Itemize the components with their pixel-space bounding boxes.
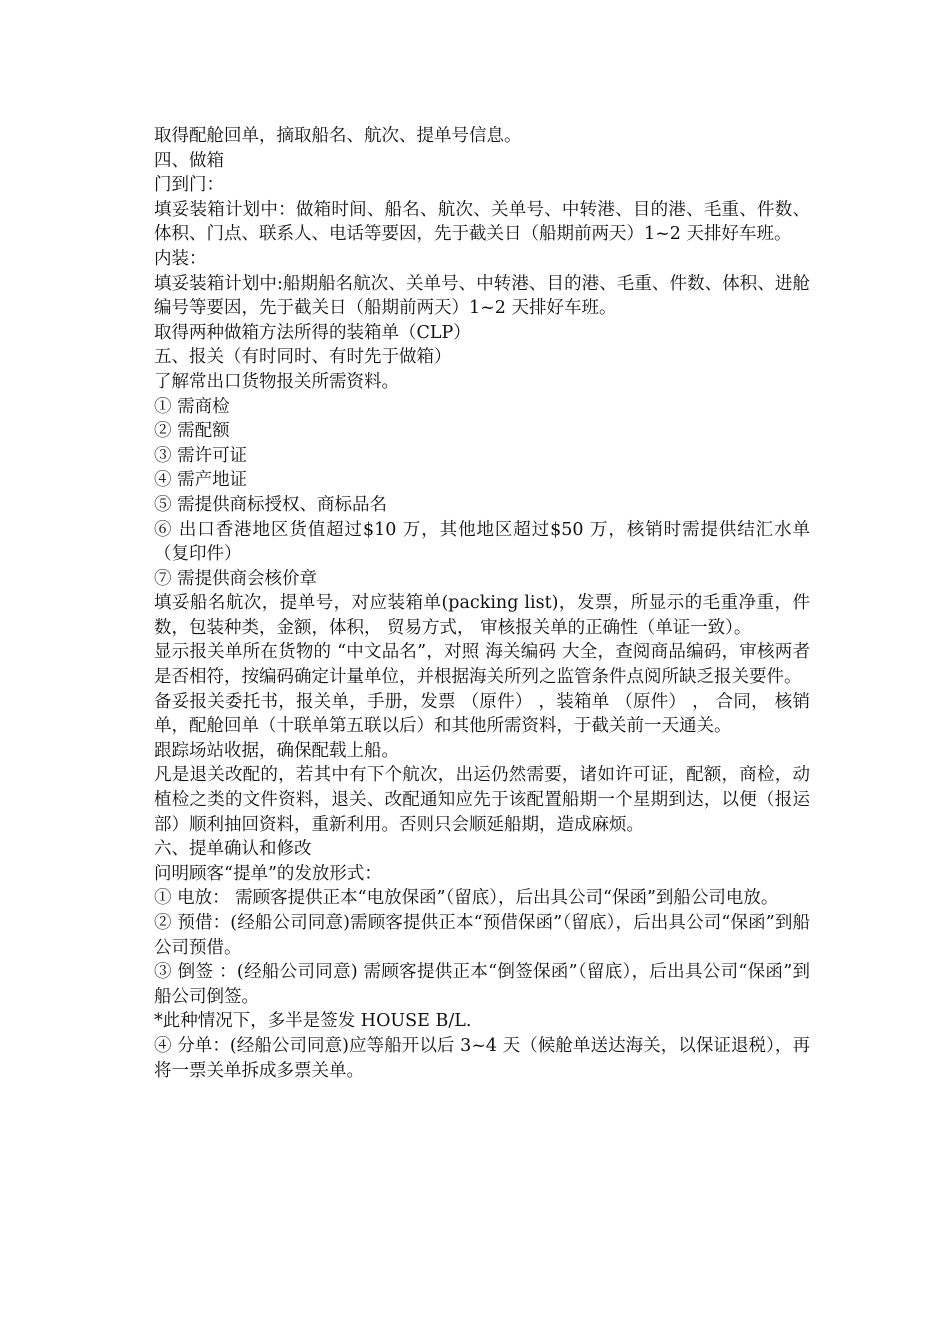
paragraph: 取得两种做箱方法所得的装箱单（CLP） [154, 322, 471, 343]
list-item: ⑦ 需提供商会核价章 [154, 568, 318, 589]
paragraph: 问明顾客“提单”的发放形式： [154, 863, 382, 884]
list-item: ② 需配额 [154, 421, 230, 442]
document-body [145, 124, 810, 1083]
list-item: ④ 分单：(经船公司同意)应等船开以后 3~4 天（候舱单送达海关，以保证退税），再将一票关单拆成多票关单。 [154, 1035, 810, 1081]
paragraph: 填妥船名航次，提单号，对应装箱单(packing list)，发票，所显示的毛重净重，件数，包装种类，金额，体积， 贸易方式， 审核报关单的正确性（单证一致）。 [154, 593, 810, 638]
list-item: ④ 需产地证 [154, 470, 248, 491]
paragraph: 填妥装箱计划中:船期船名航次、关单号、中转港、目的港、毛重、件数、体积、进舱编号等要因，先于截关日（船期前两天）1~2 天排好车班。 [154, 273, 810, 319]
paragraph: 取得配舱回单，摘取船名、航次、提单号信息。 [154, 126, 522, 146]
list-item: ⑥ 出口香港地区货值超过$10 万，其他地区超过$50 万，核销时需提供结汇水单（复印件） [154, 519, 810, 565]
list-item: ③ 需许可证 [154, 445, 248, 466]
subheading: 门到门： [154, 175, 224, 196]
list-item: ① 电放： 需顾客提供正本“电放保函”（留底），后出具公司“保函”到船公司电放。 [154, 888, 779, 909]
paragraph: 显示报关单所在货物的 “中文品名”，对照 海关编码 大全，查阅商品编码，审核两者是否相符，按编码确定计量单位，并根据海关所列之监管条件点阅所缺乏报关要件。 [154, 642, 810, 688]
paragraph: 跟踪场站收据，确保配载上船。 [154, 740, 399, 761]
paragraph: 备妥报关委托书，报关单，手册，发票 （原件） ，装箱单 （原件） ， 合同， 核销单，配舱回单（十联单第五联以后）和其他所需资料，于截关前一天通关。 [154, 691, 810, 737]
paragraph: 了解常出口货物报关所需资料。 [154, 371, 399, 392]
paragraph: 填妥装箱计划中：做箱时间、船名、航次、关单号、中转港、目的港、毛重、件数、体积、门点、联系人、电话等要因，先于截关日（船期前两天）1~2 天排好车班。 [154, 199, 810, 245]
section-heading-5: 五、报关（有时同时、有时先于做箱） [154, 347, 452, 368]
list-item: ③ 倒签 ：(经船公司同意) 需顾客提供正本“倒签保函”（留底），后出具公司“保函”到船公司倒签。 [154, 962, 810, 1007]
paragraph: 凡是退关改配的，若其中有下个航次，出运仍然需要，诸如许可证，配额，商检，动植检之类的文件资料，退关、改配通知应先于该配置船期一个星期到达，以便（报运部）顺利抽回资料，重新利用。否则只会顺延船期，造成麻烦。 [154, 765, 810, 835]
note: *此种情况下，多半是签发 HOUSE B/L. [154, 1011, 472, 1032]
list-item: ⑤ 需提供商标授权、商标品名 [154, 494, 388, 515]
section-heading-4: 四、做箱 [154, 150, 224, 171]
list-item: ② 预借：(经船公司同意)需顾客提供正本“预借保函”（留底），后出具公司“保函”到船公司预借。 [154, 913, 810, 958]
list-item: ① 需商检 [154, 396, 230, 417]
subheading: 内装： [154, 248, 207, 269]
section-heading-6: 六、提单确认和修改 [154, 839, 312, 860]
